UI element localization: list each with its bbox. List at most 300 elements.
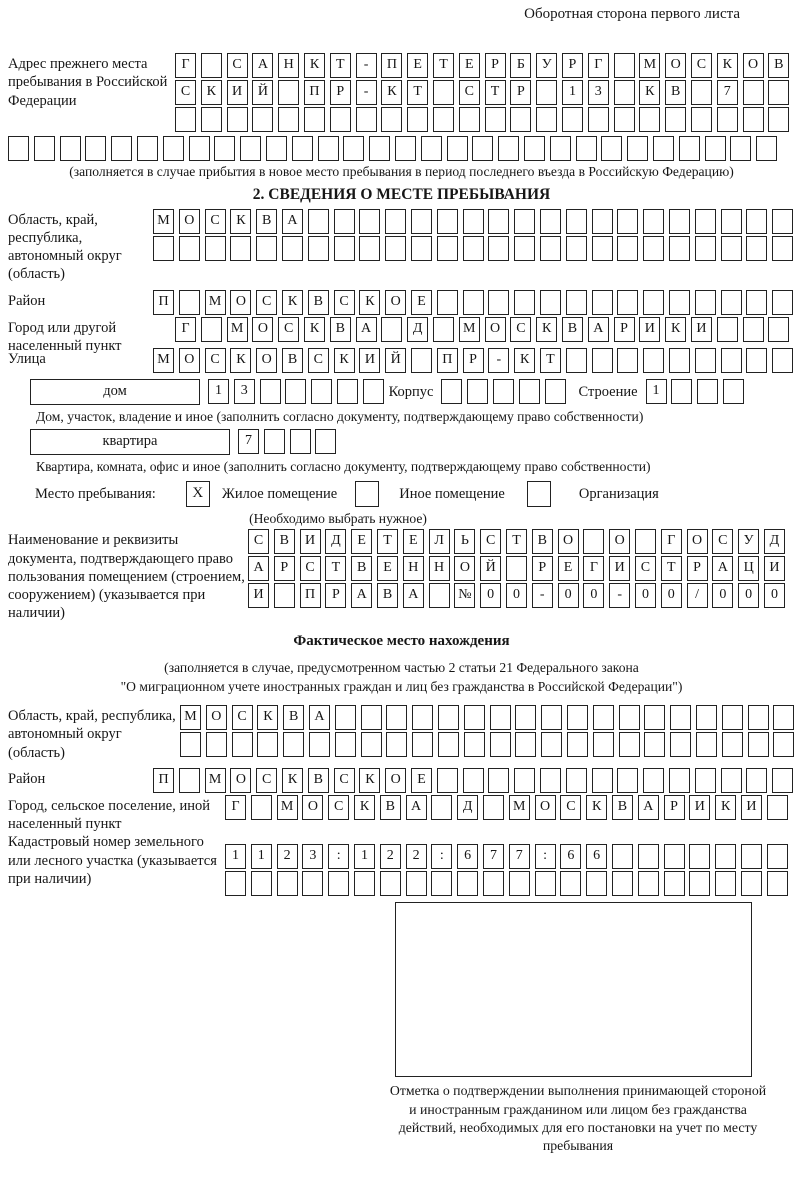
form-cell[interactable] [689,871,710,896]
form-cell[interactable]: С [635,556,656,581]
form-cell[interactable]: О [558,529,579,554]
form-cell[interactable] [206,732,227,757]
form-cell[interactable] [406,871,427,896]
form-cell[interactable] [411,348,432,373]
form-cell[interactable] [614,80,635,105]
form-cell[interactable]: 2 [380,844,401,869]
form-cell[interactable] [535,871,556,896]
form-cell[interactable]: - [609,583,630,608]
form-cell[interactable]: 0 [712,583,733,608]
form-cell[interactable] [361,705,382,730]
form-cell[interactable] [292,136,313,161]
form-cell[interactable] [746,236,767,261]
form-cell[interactable] [111,136,132,161]
form-cell[interactable]: В [308,768,329,793]
form-cell[interactable]: Н [278,53,299,78]
form-cell[interactable] [576,136,597,161]
form-cell[interactable] [437,209,458,234]
form-cell[interactable]: К [201,80,222,105]
form-cell[interactable]: А [252,53,273,78]
form-cell[interactable] [592,348,613,373]
form-cell[interactable]: К [359,290,380,315]
form-cell[interactable] [540,768,561,793]
form-cell[interactable] [669,290,690,315]
form-cell[interactable]: Р [330,80,351,105]
form-cell[interactable] [433,80,454,105]
form-cell[interactable] [264,429,285,454]
form-cell[interactable]: А [351,583,372,608]
form-cell[interactable] [746,290,767,315]
form-cell[interactable] [695,236,716,261]
form-cell[interactable] [438,705,459,730]
form-cell[interactable] [411,236,432,261]
form-cell[interactable] [617,290,638,315]
form-cell[interactable]: 7 [509,844,530,869]
form-cell[interactable] [721,768,742,793]
form-cell[interactable] [536,107,557,132]
form-cell[interactable] [643,209,664,234]
form-cell[interactable] [670,705,691,730]
form-cell[interactable]: О [385,768,406,793]
form-cell[interactable] [767,844,788,869]
form-cell[interactable] [592,290,613,315]
form-cell[interactable] [488,236,509,261]
form-cell[interactable]: Р [562,53,583,78]
form-cell[interactable]: - [356,80,377,105]
form-cell[interactable] [433,317,454,342]
form-cell[interactable] [457,871,478,896]
form-cell[interactable]: Т [540,348,561,373]
form-cell[interactable]: С [227,53,248,78]
form-cell[interactable]: Е [403,529,424,554]
form-cell[interactable] [488,209,509,234]
form-cell[interactable] [550,136,571,161]
form-cell[interactable] [412,732,433,757]
form-cell[interactable] [519,379,540,404]
form-cell[interactable]: 7 [717,80,738,105]
form-cell[interactable] [772,290,793,315]
form-cell[interactable] [540,290,561,315]
form-cell[interactable] [467,379,488,404]
form-cell[interactable] [201,53,222,78]
form-cell[interactable] [588,107,609,132]
form-cell[interactable]: Й [252,80,273,105]
form-cell[interactable] [485,107,506,132]
form-cell[interactable]: К [230,348,251,373]
form-cell[interactable] [768,80,789,105]
form-cell[interactable]: М [277,795,298,820]
form-cell[interactable] [437,768,458,793]
form-cell[interactable] [644,705,665,730]
form-cell[interactable]: П [437,348,458,373]
form-cell[interactable] [463,236,484,261]
form-cell[interactable] [356,107,377,132]
form-cell[interactable] [290,429,311,454]
form-cell[interactable]: О [665,53,686,78]
form-cell[interactable]: А [638,795,659,820]
form-cell[interactable] [407,107,428,132]
form-cell[interactable] [715,871,736,896]
form-cell[interactable]: А [282,209,303,234]
form-cell[interactable]: О [179,348,200,373]
form-cell[interactable] [483,871,504,896]
form-cell[interactable]: 6 [586,844,607,869]
form-cell[interactable]: В [283,705,304,730]
form-cell[interactable]: В [308,290,329,315]
form-cell[interactable] [459,107,480,132]
form-cell[interactable] [695,209,716,234]
form-cell[interactable] [464,732,485,757]
form-cell[interactable] [566,768,587,793]
form-cell[interactable] [619,732,640,757]
form-cell[interactable]: К [586,795,607,820]
form-cell[interactable] [472,136,493,161]
form-cell[interactable]: К [257,705,278,730]
form-cell[interactable] [277,871,298,896]
form-cell[interactable] [354,871,375,896]
form-cell[interactable]: Д [457,795,478,820]
form-cell[interactable]: 6 [560,844,581,869]
form-cell[interactable] [717,317,738,342]
form-cell[interactable] [395,136,416,161]
form-cell[interactable] [447,136,468,161]
form-cell[interactable] [748,705,769,730]
form-cell[interactable] [643,290,664,315]
form-cell[interactable]: Н [429,556,450,581]
form-cell[interactable]: М [205,290,226,315]
form-cell[interactable]: С [175,80,196,105]
form-cell[interactable] [490,732,511,757]
form-cell[interactable]: И [764,556,785,581]
form-cell[interactable]: С [560,795,581,820]
form-cell[interactable]: М [205,768,226,793]
form-cell[interactable]: Е [411,768,432,793]
form-cell[interactable] [359,209,380,234]
form-cell[interactable] [179,236,200,261]
form-cell[interactable] [705,136,726,161]
form-cell[interactable] [566,290,587,315]
form-cell[interactable]: К [304,317,325,342]
form-cell[interactable]: К [230,209,251,234]
form-cell[interactable] [463,768,484,793]
form-cell[interactable]: Т [661,556,682,581]
form-cell[interactable] [612,844,633,869]
form-cell[interactable] [756,136,777,161]
form-cell[interactable] [363,379,384,404]
form-cell[interactable] [483,795,504,820]
form-cell[interactable] [669,348,690,373]
form-cell[interactable]: Г [661,529,682,554]
form-cell[interactable] [643,348,664,373]
form-cell[interactable] [514,290,535,315]
form-cell[interactable]: Д [407,317,428,342]
form-cell[interactable] [34,136,55,161]
form-cell[interactable] [691,107,712,132]
form-cell[interactable]: 1 [225,844,246,869]
form-cell[interactable] [311,379,332,404]
form-cell[interactable] [179,768,200,793]
form-cell[interactable] [567,732,588,757]
form-cell[interactable] [337,379,358,404]
form-cell[interactable]: Б [510,53,531,78]
form-cell[interactable]: Р [687,556,708,581]
form-cell[interactable]: В [768,53,789,78]
form-cell[interactable]: И [609,556,630,581]
form-cell[interactable] [359,236,380,261]
form-cell[interactable] [493,379,514,404]
form-cell[interactable]: К [514,348,535,373]
form-cell[interactable] [201,317,222,342]
form-cell[interactable]: Д [325,529,346,554]
form-cell[interactable] [514,209,535,234]
form-cell[interactable]: О [302,795,323,820]
form-cell[interactable]: 1 [562,80,583,105]
form-cell[interactable] [60,136,81,161]
form-cell[interactable]: 0 [661,583,682,608]
form-cell[interactable] [343,136,364,161]
form-cell[interactable] [560,871,581,896]
form-cell[interactable] [772,236,793,261]
form-cell[interactable] [583,529,604,554]
form-cell[interactable] [695,290,716,315]
form-cell[interactable] [768,107,789,132]
form-cell[interactable]: П [381,53,402,78]
form-cell[interactable]: 1 [646,379,667,404]
form-cell[interactable]: А [356,317,377,342]
form-cell[interactable] [318,136,339,161]
form-cell[interactable] [669,236,690,261]
form-cell[interactable] [431,795,452,820]
form-cell[interactable] [328,871,349,896]
form-cell[interactable]: Т [325,556,346,581]
form-cell[interactable] [266,136,287,161]
form-cell[interactable] [566,209,587,234]
form-cell[interactable] [743,317,764,342]
form-cell[interactable] [214,136,235,161]
form-cell[interactable] [638,844,659,869]
form-cell[interactable] [635,529,656,554]
form-cell[interactable]: Г [583,556,604,581]
form-cell[interactable]: О [609,529,630,554]
form-cell[interactable]: 0 [583,583,604,608]
form-cell[interactable] [308,236,329,261]
form-cell[interactable] [746,768,767,793]
form-cell[interactable] [743,80,764,105]
form-cell[interactable]: О [485,317,506,342]
form-cell[interactable]: Р [325,583,346,608]
form-cell[interactable]: Ц [738,556,759,581]
form-cell[interactable] [385,209,406,234]
form-cell[interactable]: Р [614,317,635,342]
form-cell[interactable]: У [536,53,557,78]
form-cell[interactable]: Г [175,53,196,78]
form-cell[interactable]: В [532,529,553,554]
form-cell[interactable]: 0 [738,583,759,608]
form-cell[interactable] [601,136,622,161]
form-cell[interactable]: А [248,556,269,581]
form-cell[interactable]: М [180,705,201,730]
form-cell[interactable]: : [328,844,349,869]
form-cell[interactable] [514,768,535,793]
form-cell[interactable] [743,107,764,132]
form-cell[interactable]: 3 [588,80,609,105]
form-cell[interactable]: Д [764,529,785,554]
form-cell[interactable]: О [454,556,475,581]
form-cell[interactable] [334,209,355,234]
form-cell[interactable]: К [354,795,375,820]
form-cell[interactable] [429,583,450,608]
form-cell[interactable] [617,348,638,373]
form-cell[interactable]: Т [433,53,454,78]
form-cell[interactable] [437,290,458,315]
form-cell[interactable]: О [252,317,273,342]
form-cell[interactable] [617,236,638,261]
form-cell[interactable]: Т [377,529,398,554]
form-cell[interactable] [256,236,277,261]
form-cell[interactable]: Р [274,556,295,581]
form-cell[interactable] [592,768,613,793]
form-cell[interactable]: Е [377,556,398,581]
form-cell[interactable] [566,348,587,373]
form-cell[interactable] [153,236,174,261]
form-cell[interactable]: Р [485,53,506,78]
apartment-type-box[interactable]: квартира [30,429,230,455]
form-cell[interactable] [437,236,458,261]
form-cell[interactable] [617,768,638,793]
form-cell[interactable]: 3 [302,844,323,869]
form-cell[interactable] [189,136,210,161]
form-cell[interactable]: О [230,290,251,315]
form-cell[interactable]: В [612,795,633,820]
form-cell[interactable] [695,768,716,793]
form-cell[interactable]: 7 [238,429,259,454]
form-cell[interactable]: Е [407,53,428,78]
form-cell[interactable] [665,107,686,132]
form-cell[interactable] [721,236,742,261]
form-cell[interactable] [421,136,442,161]
form-cell[interactable] [163,136,184,161]
form-cell[interactable]: 0 [506,583,527,608]
form-cell[interactable] [411,209,432,234]
form-cell[interactable] [664,844,685,869]
form-cell[interactable] [225,871,246,896]
form-cell[interactable]: С [334,768,355,793]
form-cell[interactable] [381,107,402,132]
form-cell[interactable] [723,379,744,404]
form-cell[interactable]: 1 [208,379,229,404]
form-cell[interactable]: 2 [406,844,427,869]
form-cell[interactable]: Й [480,556,501,581]
form-cell[interactable]: / [687,583,708,608]
form-cell[interactable] [773,705,794,730]
form-cell[interactable] [514,236,535,261]
form-cell[interactable] [619,705,640,730]
form-cell[interactable] [335,732,356,757]
form-cell[interactable]: : [431,844,452,869]
form-cell[interactable]: Т [506,529,527,554]
form-cell[interactable] [541,705,562,730]
form-cell[interactable] [361,732,382,757]
form-cell[interactable]: К [715,795,736,820]
form-cell[interactable] [562,107,583,132]
form-cell[interactable]: 0 [764,583,785,608]
form-cell[interactable]: П [304,80,325,105]
form-cell[interactable]: А [588,317,609,342]
form-cell[interactable] [767,795,788,820]
form-cell[interactable] [567,705,588,730]
form-cell[interactable]: 1 [251,844,272,869]
form-cell[interactable] [315,429,336,454]
form-cell[interactable]: С [510,317,531,342]
form-cell[interactable] [746,209,767,234]
form-cell[interactable] [670,732,691,757]
form-cell[interactable]: С [334,290,355,315]
form-cell[interactable]: Е [351,529,372,554]
form-cell[interactable] [251,795,272,820]
form-cell[interactable] [696,732,717,757]
form-cell[interactable]: А [712,556,733,581]
form-cell[interactable]: П [153,768,174,793]
form-cell[interactable] [412,705,433,730]
form-cell[interactable]: И [689,795,710,820]
form-cell[interactable]: С [248,529,269,554]
form-cell[interactable]: : [535,844,556,869]
form-cell[interactable] [772,348,793,373]
form-cell[interactable] [137,136,158,161]
form-cell[interactable] [593,705,614,730]
form-cell[interactable]: П [300,583,321,608]
form-cell[interactable] [741,871,762,896]
form-cell[interactable] [715,844,736,869]
form-cell[interactable] [308,209,329,234]
form-cell[interactable]: С [232,705,253,730]
form-cell[interactable] [85,136,106,161]
form-cell[interactable]: Г [175,317,196,342]
form-cell[interactable] [464,705,485,730]
form-cell[interactable] [179,290,200,315]
form-cell[interactable] [506,556,527,581]
form-cell[interactable]: И [741,795,762,820]
form-cell[interactable] [721,209,742,234]
form-cell[interactable]: Р [532,556,553,581]
form-cell[interactable]: И [639,317,660,342]
form-cell[interactable] [205,236,226,261]
form-cell[interactable] [717,107,738,132]
form-cell[interactable] [330,107,351,132]
stay-type-checkbox-other-premises[interactable] [355,481,379,507]
form-cell[interactable] [536,80,557,105]
form-cell[interactable] [260,379,281,404]
form-cell[interactable]: С [278,317,299,342]
form-cell[interactable]: В [330,317,351,342]
form-cell[interactable] [592,209,613,234]
form-cell[interactable]: К [717,53,738,78]
form-cell[interactable]: В [256,209,277,234]
form-cell[interactable]: Е [558,556,579,581]
form-cell[interactable] [515,705,536,730]
form-cell[interactable] [380,871,401,896]
form-cell[interactable] [524,136,545,161]
form-cell[interactable]: К [536,317,557,342]
form-cell[interactable]: К [304,53,325,78]
form-cell[interactable] [689,844,710,869]
form-cell[interactable]: С [308,348,329,373]
form-cell[interactable] [488,290,509,315]
form-cell[interactable] [274,583,295,608]
form-cell[interactable] [304,107,325,132]
form-cell[interactable]: Н [403,556,424,581]
form-cell[interactable] [614,107,635,132]
